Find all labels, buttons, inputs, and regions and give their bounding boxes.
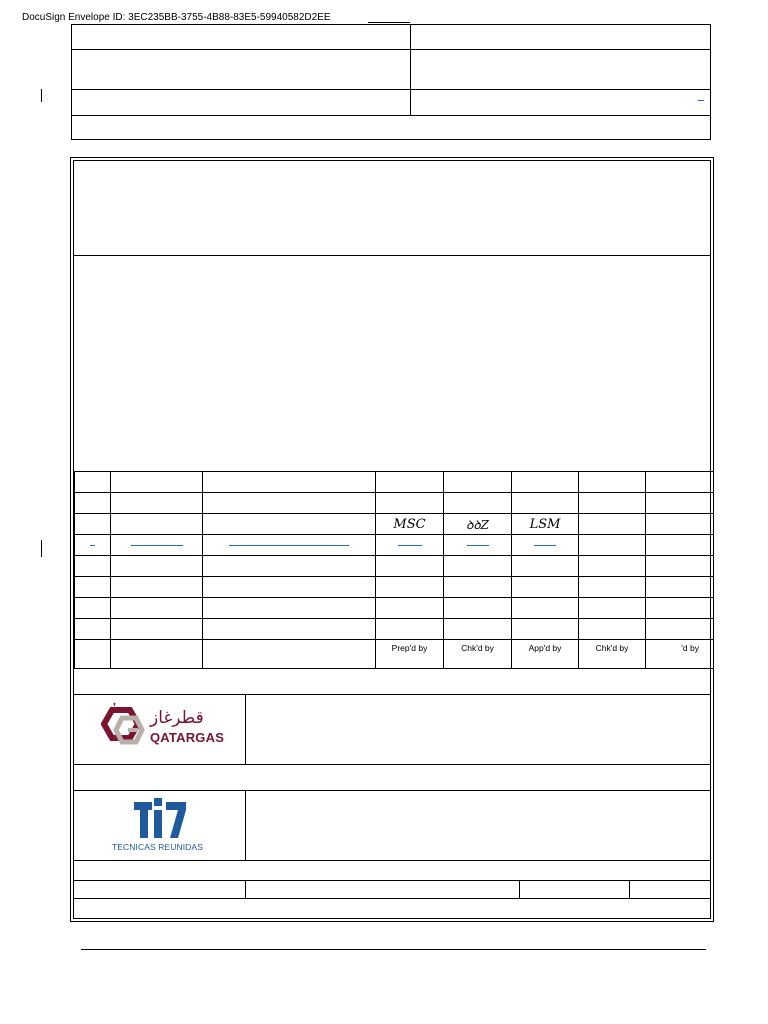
tr-logo-icon xyxy=(132,796,192,840)
table-row xyxy=(75,598,714,619)
approved-signature: LSM xyxy=(529,516,561,532)
table-row xyxy=(75,535,714,556)
contractor-row-divider xyxy=(74,790,710,791)
footer-col-divider xyxy=(519,880,520,898)
table-row xyxy=(75,472,714,493)
blue-link-mark xyxy=(534,545,556,546)
docusign-envelope-id: DocuSign Envelope ID: 3EC235BB-3755-4B88-83E5-59940582D2EE xyxy=(22,12,331,23)
blue-link-mark xyxy=(698,100,704,101)
table-row xyxy=(75,556,714,577)
blue-link-mark xyxy=(90,545,95,546)
header-row-divider xyxy=(72,115,710,116)
title-area-divider xyxy=(74,255,710,256)
header-row-divider xyxy=(72,89,710,90)
blue-link-mark xyxy=(398,545,422,546)
contractor-band-divider xyxy=(74,764,710,765)
header-row-divider xyxy=(72,49,710,50)
header-col-divider xyxy=(410,25,411,115)
doc-number-row-divider xyxy=(74,880,710,881)
revision-margin-mark xyxy=(41,89,42,102)
table-row xyxy=(75,493,714,514)
contractor-logo-divider xyxy=(245,790,246,860)
page-bottom-rule xyxy=(81,949,706,950)
tecnicas-reunidas-wordmark: TECNICAS REUNIDAS xyxy=(112,842,203,852)
prepared-by-label: Prep'd by xyxy=(376,640,444,669)
envelope-rule xyxy=(368,22,410,23)
header-info-table xyxy=(71,24,711,140)
client-band-divider xyxy=(74,694,710,695)
table-row xyxy=(75,619,714,640)
qatargas-qg-logo-icon xyxy=(90,702,148,754)
prepared-signature: MSC xyxy=(393,516,426,532)
blue-link-mark xyxy=(131,545,183,546)
client-approved-by-label: 'd by xyxy=(646,640,714,669)
revision-margin-mark xyxy=(41,540,42,557)
table-row xyxy=(75,514,714,535)
footer-col-divider xyxy=(629,880,630,898)
footer-row-divider xyxy=(74,898,710,899)
client-logo-divider xyxy=(245,694,246,764)
doc-number-divider xyxy=(74,860,710,861)
client-checked-by-label: Chk'd by xyxy=(579,640,646,669)
qatargas-wordmark: QATARGAS xyxy=(150,730,225,745)
table-row xyxy=(75,577,714,598)
checked-by-label: Chk'd by xyxy=(444,640,512,669)
blue-link-mark xyxy=(467,545,489,546)
checked-signature: ꝺꝺZ xyxy=(466,517,489,532)
revision-table xyxy=(74,471,714,669)
qatargas-logo xyxy=(90,702,235,754)
table-row xyxy=(75,640,714,669)
tecnicas-reunidas-logo xyxy=(110,796,210,856)
footer-col-divider xyxy=(245,880,246,898)
approved-by-label: App'd by xyxy=(512,640,579,669)
qatargas-arabic-wordmark: قطرغاز xyxy=(150,708,204,728)
blue-link-mark xyxy=(229,545,349,546)
